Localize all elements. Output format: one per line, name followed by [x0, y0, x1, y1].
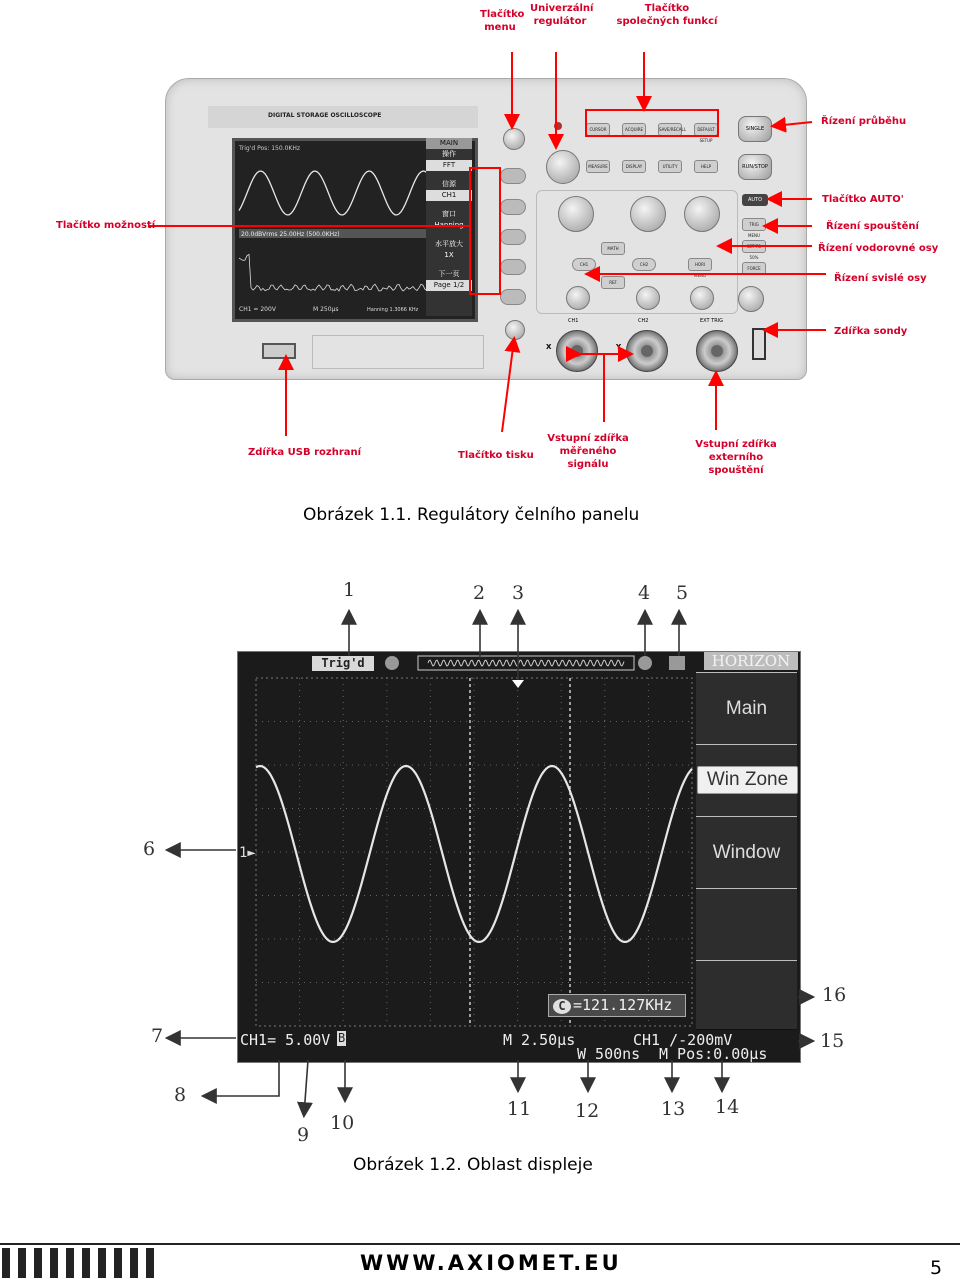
auto-button-annotation: Tlačítko AUTO': [822, 194, 904, 205]
callout-14: 14: [715, 1096, 740, 1118]
memory-bar-waveform: [428, 660, 624, 666]
menu-button-annotation: Tlačítko menu: [480, 9, 525, 33]
annotation-arrows: [0, 0, 960, 480]
trig-menu-button[interactable]: TRIG MENU: [742, 218, 766, 231]
lcd-menu-item: 水平放大: [435, 240, 463, 248]
ext-trigger-annotation: Vstupní zdířka externího spouštění: [695, 439, 777, 476]
footer-bar: [82, 1248, 90, 1278]
display-graphics: [0, 560, 960, 1160]
menu-main-button[interactable]: [696, 672, 797, 746]
lcd-menu-item: 窗口: [442, 210, 456, 218]
panel-title: DIGITAL STORAGE OSCILLOSCOPE: [268, 112, 382, 119]
callout-5: 5: [676, 582, 689, 604]
ch2-connector-label: CH2: [638, 318, 649, 324]
page-number: 5: [930, 1257, 943, 1279]
footer-bar: [50, 1248, 58, 1278]
frequency-readout: [548, 994, 686, 1017]
callout-1: 1: [343, 579, 356, 601]
hori-menu-button[interactable]: HORI MENU: [688, 258, 712, 271]
math-button[interactable]: MATH: [601, 242, 625, 255]
main-position: M Pos:0.00μs: [659, 1045, 768, 1063]
footer-bar: [114, 1248, 122, 1278]
lcd-menu-item: FFT: [426, 160, 472, 171]
auto-button[interactable]: AUTO: [742, 194, 768, 206]
usb-device-icon: [638, 656, 652, 670]
force-button[interactable]: FORCE: [742, 262, 766, 275]
menu-slot-5[interactable]: [696, 960, 797, 1030]
menu-window-label: Window: [712, 842, 781, 863]
printer-status-icon: [669, 656, 685, 670]
menu-window-button[interactable]: [696, 816, 797, 890]
callout-7: 7: [151, 1025, 164, 1047]
save-recall-button[interactable]: SAVE/RECALL: [658, 123, 682, 136]
menu-winzone-button[interactable]: [697, 766, 798, 794]
option-buttons-highlight: [470, 168, 500, 294]
run-control-annotation: Řízení průběhu: [821, 116, 907, 127]
lcd-bottom-mid: M 250μs: [313, 306, 339, 313]
menu-winzone-label: Win Zone: [706, 769, 789, 790]
callout-9: 9: [297, 1124, 310, 1146]
lcd-menu-item: 下一页: [438, 270, 460, 278]
window-base: W 500ns: [577, 1045, 641, 1063]
footer-bar: [18, 1248, 26, 1278]
callout-16: 16: [822, 984, 847, 1006]
footer-bar: [2, 1248, 10, 1278]
run-control-arrow: [774, 122, 812, 126]
callout-12: 12: [575, 1100, 600, 1122]
cursor-button[interactable]: CURSOR: [586, 123, 610, 136]
usb-socket-annotation: Zdířka USB rozhraní: [248, 447, 362, 458]
trigger-position-marker: [512, 680, 524, 688]
callout-4: 4: [638, 582, 651, 604]
callout-3: 3: [512, 582, 525, 604]
graticule-grid: [256, 678, 692, 1026]
lcd-bottom-right: Hanning 1.3066 KHz: [367, 307, 419, 313]
lcd-menu-item: 操作: [442, 150, 456, 158]
single-label: SINGLE: [745, 126, 765, 132]
lcd-menu-item: 信源: [442, 180, 456, 188]
measure-button[interactable]: MEASURE: [586, 160, 610, 173]
lcd-menu-item: CH1: [426, 190, 472, 201]
footer-bar: [146, 1248, 154, 1278]
default-setup-button[interactable]: DEFAULT SETUP: [694, 123, 718, 136]
callout-6: 6: [143, 838, 156, 860]
y-connector-label: Y: [616, 343, 622, 351]
callout-arrow-8: [204, 1060, 279, 1096]
ch1-scale: CH1= 5.00V: [240, 1031, 331, 1049]
run-stop-label: RUN/STOP: [742, 164, 768, 170]
x-connector-label: X: [546, 343, 552, 351]
lcd-top-readout: Trig'd Pos: 150.0KHz: [239, 145, 300, 152]
common-functions-highlight: [586, 110, 718, 136]
time-base: M 2.50μs: [503, 1031, 576, 1049]
figure1-caption: Obrázek 1.1. Regulátory čelního panelu: [303, 505, 640, 525]
trigger-status: Trig'd: [312, 656, 374, 671]
universal-knob-annotation: Univerzální regulátor: [530, 3, 594, 27]
frequency-value: =121.127KHz: [573, 996, 673, 1014]
menu-main-label: Main: [725, 698, 768, 719]
trigger-control-annotation: Řízení spouštění: [826, 221, 919, 232]
menu-header: HORIZON: [704, 652, 798, 670]
callout-13: 13: [661, 1098, 686, 1120]
ch2-button[interactable]: CH2: [632, 258, 656, 271]
horizontal-control-annotation: Řízení vodorovné osy: [818, 243, 939, 254]
counter-icon: C: [553, 999, 571, 1014]
vertical-control-annotation: Řízení svislé osy: [834, 273, 927, 284]
display-button[interactable]: DISPLAY: [622, 160, 646, 173]
probe-status-icon: [385, 656, 399, 670]
lcd-bottom-left: CH1 = 200V: [239, 306, 276, 313]
lcd-menu-item: Hanning: [434, 221, 464, 229]
lcd-menu-item: Page 1/2: [426, 280, 472, 291]
ch1-connector-label: CH1: [568, 318, 579, 324]
callout-11: 11: [507, 1098, 532, 1120]
lcd-menu-item: MAIN: [426, 138, 472, 149]
acquire-button[interactable]: ACQUIRE: [622, 123, 646, 136]
probe-socket-annotation: Zdířka sondy: [834, 326, 908, 337]
footer-rule: [0, 1243, 960, 1245]
ch1-coupling: B: [338, 1031, 346, 1045]
menu-slot-4[interactable]: [696, 888, 797, 962]
trigger-info: CH1 /-200mV: [633, 1031, 733, 1049]
set-50-button[interactable]: SET TO 50%: [742, 240, 766, 253]
footer-bar: [34, 1248, 42, 1278]
print-arrow: [502, 340, 514, 432]
callout-8: 8: [174, 1084, 187, 1106]
callout-15: 15: [820, 1030, 845, 1052]
footer-website: WWW.AXIOMET.EU: [360, 1251, 622, 1275]
callout-10: 10: [330, 1112, 355, 1134]
callout-2: 2: [473, 582, 486, 604]
callout-arrow-9: [304, 1060, 308, 1115]
lcd-mid-readout: 20.0dBVrms 25.00Hz (500.0KHz): [241, 231, 340, 238]
common-functions-annotation: Tlačítko společných funkcí: [616, 3, 718, 27]
footer-bar: [98, 1248, 106, 1278]
ref-button[interactable]: REF: [601, 276, 625, 289]
footer-bar: [130, 1248, 138, 1278]
utility-button[interactable]: UTILITY: [658, 160, 682, 173]
ch1-button[interactable]: CH1: [572, 258, 596, 271]
channel1-marker: 1►: [239, 845, 256, 861]
footer-bar: [66, 1248, 74, 1278]
figure2-caption: Obrázek 1.2. Oblast displeje: [353, 1155, 593, 1175]
print-button-annotation: Tlačítko tisku: [458, 450, 534, 461]
option-button-annotation: Tlačítko možností: [56, 220, 156, 231]
ext-trig-connector-label: EXT TRIG: [700, 318, 724, 324]
signal-input-annotation: Vstupní zdířka měřeného signálu: [547, 433, 629, 470]
help-button[interactable]: HELP: [694, 160, 718, 173]
lcd-menu-item: 1X: [444, 251, 454, 259]
